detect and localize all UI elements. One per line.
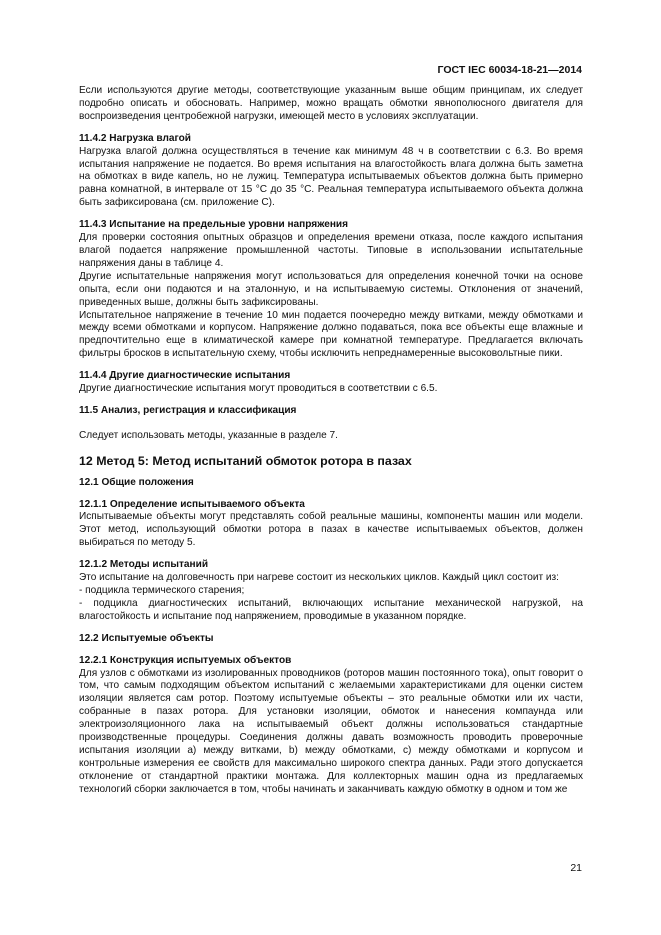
section-heading-12-1-1: 12.1.1 Определение испытываемого объекта	[79, 498, 305, 510]
paragraph: Для проверки состояния опытных образцов и определения времени отказа, после каждого испытания влагой подается напряжение промышленной частоты. Типовые в использовании испытательные напряжения даны в таблице 4.	[79, 232, 583, 269]
section-heading-11-4-4: 11.4.4 Другие диагностические испытания	[79, 370, 291, 382]
page-number: 21	[570, 862, 582, 874]
section-heading-11-4-2: 11.4.2 Нагрузка влагой	[79, 132, 191, 144]
list-item: - подцикла диагностических испытаний, включающих испытание механической нагрузкой, на влагостойкость и испытание под напряжением, проводимые в указанном порядке.	[79, 597, 583, 622]
section-heading-12-2-1: 12.2.1 Конструкция испытуемых объектов	[79, 654, 292, 666]
paragraph: Следует использовать методы, указанные в разделе 7.	[79, 429, 338, 441]
paragraph: Это испытание на долговечность при нагреве состоит из нескольких циклов. Каждый цикл состоит из:	[79, 572, 559, 584]
section-heading-12-2: 12.2 Испытуемые объекты	[79, 632, 214, 644]
paragraph: Испытательное напряжение в течение 10 мин подается поочередно между витками, между обмотками и между всеми обмотками и корпусом. Напряжение должно подаваться, пока все объекты еще влажные и предпочтительно еще в климатической камере при комнатной температуре. Предлагается включать фильтры бросков в испытательную схему, чтобы исключить непреднамеренные высоковольтные пики.	[79, 309, 583, 360]
section-heading-12-1-2: 12.1.2 Методы испытаний	[79, 559, 209, 571]
paragraph: Для узлов с обмотками из изолированных проводников (роторов машин постоянного тока), опыт говорит о том, что самым подходящим объектом испытаний с желаемыми характеристиками для оценки систем изоляции является сам ротор. Поэтому испытуемые объекты – это реальные обмотки или их части, собранные в пазах ротора. Для установки изоляции, обмоток и нанесения компаунда или электроизоляционного лака на испытываемый объект должны использоваться стандартные производственные процедуры. Соединения должны давать возможность проводить проверочные испытания изоляции а) между витками, b) между обмотками, с) между обмотками и корпусом и контрольные измерения ее свойств для максимально широкого спектра данных. Ради этого допускается отклонение от стандартной практики монтажа. Для коллекторных машин одна из предлагаемых технологий сборки заключается в том, чтобы начинать и заканчивать каждую обмотку в одном и том же	[79, 667, 583, 795]
document-header: ГОСТ IEC 60034-18-21—2014	[437, 64, 582, 76]
paragraph: Если используются другие методы, соответствующие указанным выше общим принципам, их следует подробно описать и обосновать. Например, можно вращать обмотки явнополюсного двигателя для воспроизведения центробежной нагрузки, имеющей место в условиях эксплуатации.	[79, 85, 583, 122]
chapter-heading-12: 12 Метод 5: Метод испытаний обмоток ротора в пазах	[79, 453, 412, 468]
section-heading-12-1: 12.1 Общие положения	[79, 476, 194, 488]
paragraph: Нагрузка влагой должна осуществляться в течение как минимум 48 ч в соответствии с 6.3. Во время испытания напряжение не подается. Во время испытания на влагостойкость влага должна быть заметна на обмотках в виде капель, но не лужиц. Температура испытываемых объектов должна быть примерно равна комнатной, в интервале от 15 °C до 35 °C. Реальная температура испытываемого объекта должна быть зафиксирована (см. приложение С).	[79, 145, 583, 209]
list-item: - подцикла термического старения;	[79, 585, 245, 596]
paragraph: Другие диагностические испытания могут проводиться в соответствии с 6.5.	[79, 383, 438, 395]
section-heading-11-5: 11.5 Анализ, регистрация и классификация	[79, 404, 297, 416]
document-body	[79, 85, 583, 797]
paragraph: Испытываемые объекты могут представлять собой реальные машины, компоненты машин или модели. Этот метод, использующий обмотки ротора в пазах в качестве испытываемых объектов, должен выбираться по методу 5.	[79, 511, 583, 549]
paragraph: Другие испытательные напряжения могут использоваться для определения конечной точки на основе опыта, если они подаются и на эталонную, и на испытываемую системы. Отклонения от значений, приведенных выше, должны быть зафиксированы.	[79, 270, 583, 308]
section-heading-11-4-3: 11.4.3 Испытание на предельные уровни напряжения	[79, 219, 349, 231]
